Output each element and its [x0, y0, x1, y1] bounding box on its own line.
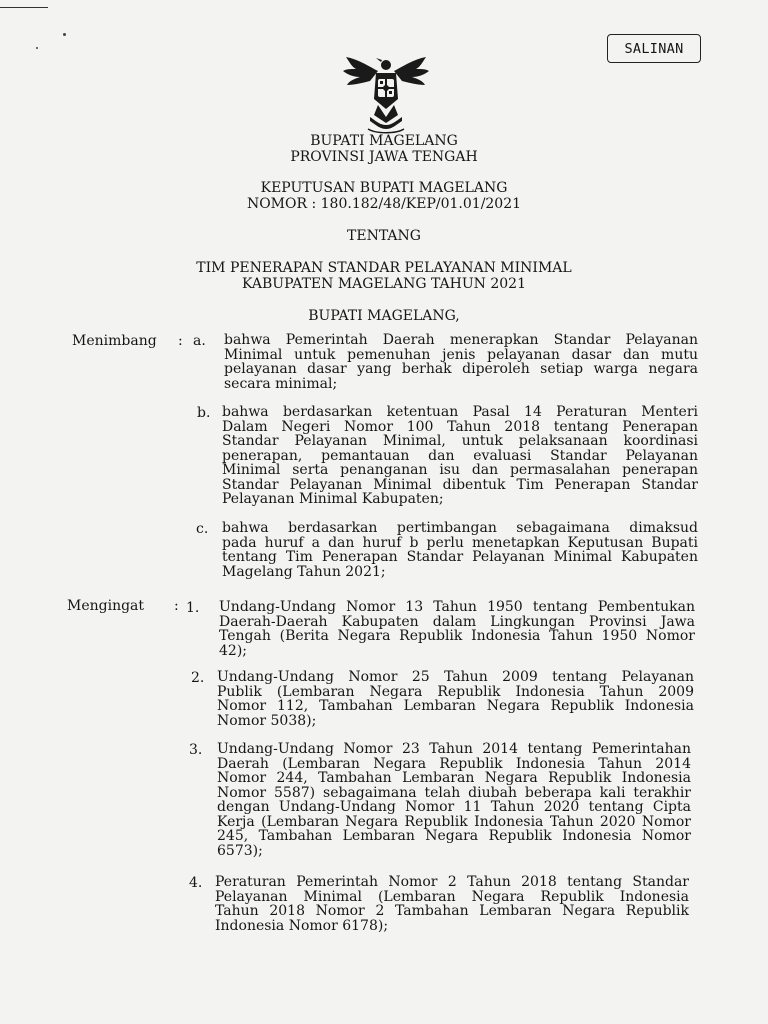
mengingat-item-3 — [217, 742, 691, 858]
text-line: Indonesia Nomor 6178); — [215, 917, 389, 934]
office-title: BUPATI MAGELANG — [310, 133, 458, 149]
mengingat-item-3-marker: 3. — [189, 742, 203, 758]
text-line: tentang Tim Penerapan Standar Pelayanan Minimal Kabupaten — [222, 549, 698, 565]
text-line: Standar Pelayanan Minimal dibentuk Tim Penerapan Standar — [222, 476, 698, 493]
menimbang-item-a-marker: a. — [193, 333, 206, 349]
issuer-heading: BUPATI MAGELANG, — [308, 308, 460, 324]
text-line: Peraturan Pemerintah Nomor 2 Tahun 2018 tentang Standar — [215, 874, 689, 890]
decree-number: NOMOR : 180.182/48/KEP/01.01/2021 — [246, 196, 522, 212]
salinan-stamp — [607, 34, 701, 63]
mengingat-colon: : — [174, 598, 179, 614]
text-line: penerapan, pemantauan dan evaluasi Standar Pelayanan — [222, 447, 698, 464]
text-line: pada huruf a dan huruf b perlu menetapkan Keputusan Bupati — [222, 534, 698, 551]
text-line: Magelang Tahun 2021; — [222, 563, 386, 580]
text-line: dengan Undang-Undang Nomor 11 Tahun 2020 tentang Cipta — [217, 799, 691, 815]
text-line: Dalam Negeri Nomor 100 Tahun 2018 tentang Penerapan — [222, 418, 698, 435]
menimbang-item-a — [224, 333, 698, 391]
menimbang-item-c-marker: c. — [196, 521, 209, 537]
text-line: 6573); — [217, 842, 263, 859]
text-line: Undang-Undang Nomor 13 Tahun 1950 tentang Pembentukan — [219, 599, 695, 615]
text-line: Undang-Undang Nomor 23 Tahun 2014 tentang Pemerintahan — [217, 741, 691, 757]
text-line: Daerah (Lembaran Negara Republik Indonesia Tahun 2014 — [217, 755, 691, 772]
text-line: Daerah-Daerah Kabupaten dalam Lingkungan Provinsi Jawa — [219, 613, 695, 630]
text-line: 245, Tambahan Lembaran Negara Republik Indonesia Nomor — [217, 828, 691, 844]
decree-title: KEPUTUSAN BUPATI MAGELANG — [260, 180, 508, 196]
text-line: Publik (Lembaran Negara Republik Indonesia Tahun 2009 — [217, 683, 694, 700]
mengingat-item-1-marker: 1. — [186, 600, 200, 616]
text-line: Minimal serta penanganan isu dan permasalahan penerapan — [222, 462, 698, 478]
mengingat-label: Mengingat — [67, 598, 145, 614]
menimbang-item-b — [222, 405, 698, 507]
menimbang-colon: : — [178, 333, 183, 349]
text-line: Kerja (Lembaran Negara Republik Indonesia Tahun 2020 Nomor — [217, 813, 691, 830]
text-line: Minimal untuk pemenuhan jenis pelayanan dasar dan mutu — [224, 346, 698, 363]
text-line: pelayanan dasar yang berhak diperoleh setiap warga negara — [224, 361, 698, 377]
salinan-stamp-label: SALINAN — [624, 40, 684, 57]
scan-artifact-line — [0, 7, 48, 8]
text-line: Nomor 5038); — [217, 712, 317, 729]
text-line: Pelayanan Minimal Kabupaten; — [222, 491, 444, 507]
subject-line-2: KABUPATEN MAGELANG TAHUN 2021 — [242, 276, 526, 292]
menimbang-item-c — [222, 521, 698, 579]
mengingat-item-2-marker: 2. — [191, 670, 205, 686]
text-line: Tengah (Berita Negara Republik Indonesia Tahun 1950 Nomor — [219, 628, 695, 644]
mengingat-item-1 — [219, 600, 695, 658]
scan-speck — [36, 47, 38, 49]
text-line: Nomor 5587) sebagaimana telah diubah beberapa kali terakhir — [217, 784, 691, 801]
text-line: Tahun 2018 Nomor 2 Tambahan Lembaran Negara Republik — [215, 903, 689, 919]
text-line: bahwa Pemerintah Daerah menerapkan Standar Pelayanan — [224, 332, 698, 348]
text-line: bahwa berdasarkan ketentuan Pasal 14 Peraturan Menteri — [222, 404, 698, 420]
text-line: Nomor 112, Tambahan Lembaran Negara Republik Indonesia — [217, 698, 694, 714]
mengingat-item-4 — [215, 875, 689, 933]
province-title: PROVINSI JAWA TENGAH — [290, 149, 478, 165]
text-line: Pelayanan Minimal (Lembaran Negara Republik Indonesia — [215, 888, 689, 905]
menimbang-label: Menimbang — [72, 333, 157, 349]
text-line: Standar Pelayanan Minimal, untuk pelaksanaan koordinasi — [222, 433, 698, 449]
about-heading: TENTANG — [347, 228, 421, 244]
text-line: 42); — [219, 642, 247, 659]
text-line: Nomor 244, Tambahan Lembaran Negara Republik Indonesia — [217, 770, 691, 786]
subject-line-1: TIM PENERAPAN STANDAR PELAYANAN MINIMAL — [196, 260, 572, 276]
scan-speck — [63, 33, 66, 36]
mengingat-item-4-marker: 4. — [189, 875, 203, 891]
mengingat-item-2 — [217, 670, 694, 728]
garuda-emblem-icon — [340, 55, 432, 135]
text-line: secara minimal; — [224, 375, 338, 392]
text-line: Undang-Undang Nomor 25 Tahun 2009 tentang Pelayanan — [217, 669, 694, 685]
menimbang-item-b-marker: b. — [197, 405, 211, 421]
text-line: bahwa berdasarkan pertimbangan sebagaimana dimaksud — [222, 520, 698, 536]
